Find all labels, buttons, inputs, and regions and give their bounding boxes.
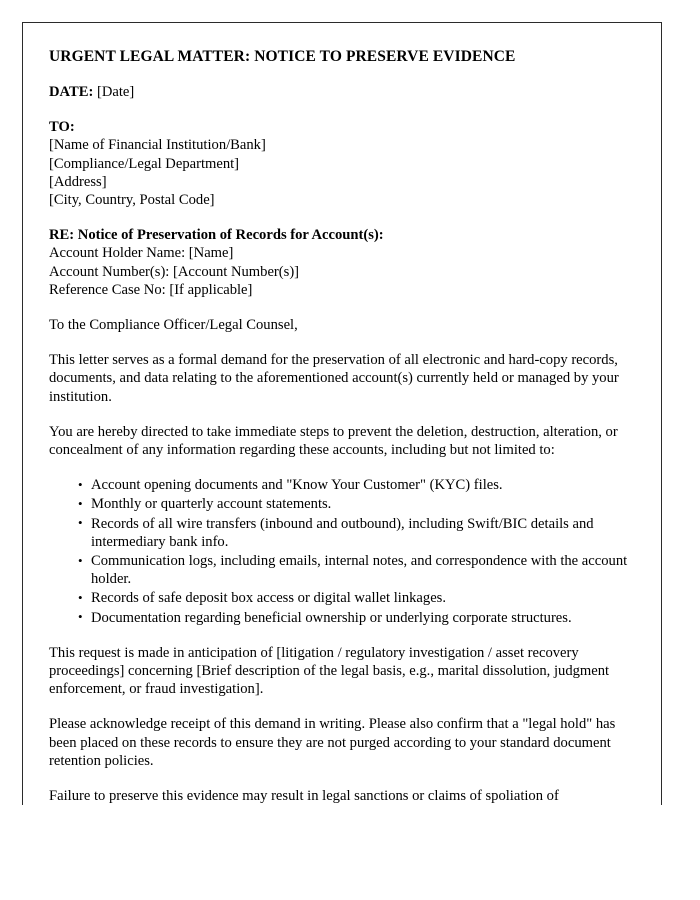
list-item: • Documentation regarding beneficial ownership or underlying corporate structures. (91, 609, 633, 627)
recipient-line: [Compliance/Legal Department] (49, 155, 240, 172)
recipient-line: [Name of Financial Institution/Bank] (49, 137, 266, 154)
list-item: • Records of all wire transfers (inbound and outbound), including Swift/BIC details and intermediary bank info. (91, 515, 633, 551)
subject-line: Account Holder Name: [Name] (49, 245, 234, 262)
body-paragraph-4: Please acknowledge receipt of this demand in writing. Please also confirm that a "legal hold" has been placed on these records to ensure they are not purged according to your standard document retention policies. (49, 716, 616, 769)
document-body (23, 23, 661, 805)
body-paragraph-3: This request is made in anticipation of [litigation / regulatory investigation / asset recovery proceedings] concerning [Brief description of the legal basis, e.g., marital dissolution, judgment enforcement, or fraud investigation]. (49, 644, 610, 698)
preservation-items-list (49, 476, 633, 627)
subject-block (49, 226, 633, 299)
date-value: [Date] (96, 84, 135, 100)
document-page (22, 22, 662, 805)
date-line (49, 83, 633, 101)
salutation: To the Compliance Officer/Legal Counsel, (49, 317, 298, 334)
recipient-line: [City, Country, Postal Code] (49, 192, 215, 209)
list-item: • Records of safe deposit box access or digital wallet linkages. (91, 589, 633, 607)
subject-line: Account Number(s): [Account Number(s)] (49, 263, 300, 280)
body-paragraph-5: Failure to preserve this evidence may result in legal sanctions or claims of spoliation of (49, 788, 559, 805)
recipient-block (49, 118, 633, 209)
recipient-line: [Address] (49, 173, 107, 190)
recipient-label: TO: (49, 119, 75, 136)
body-paragraph-2: You are hereby directed to take immediate steps to prevent the deletion, destruction, alteration, or concealment of any information regarding these accounts, including but not limited to: (49, 423, 618, 459)
date-block (49, 83, 633, 101)
list-item: • Account opening documents and "Know Your Customer" (KYC) files. (91, 476, 633, 494)
subject-heading: RE: Notice of Preservation of Records for Account(s): (49, 227, 384, 244)
body-paragraph-1: This letter serves as a formal demand for the preservation of all electronic and hard-copy records, documents, and data relating to the aforementioned account(s) currently held or managed by your institution. (49, 352, 619, 405)
page-title: URGENT LEGAL MATTER: NOTICE TO PRESERVE EVIDENCE (49, 48, 516, 65)
date-label: DATE: (49, 84, 94, 100)
list-item: • Communication logs, including emails, internal notes, and correspondence with the account holder. (91, 552, 633, 588)
list-item: • Monthly or quarterly account statements. (91, 495, 633, 513)
subject-line: Reference Case No: [If applicable] (49, 281, 253, 298)
